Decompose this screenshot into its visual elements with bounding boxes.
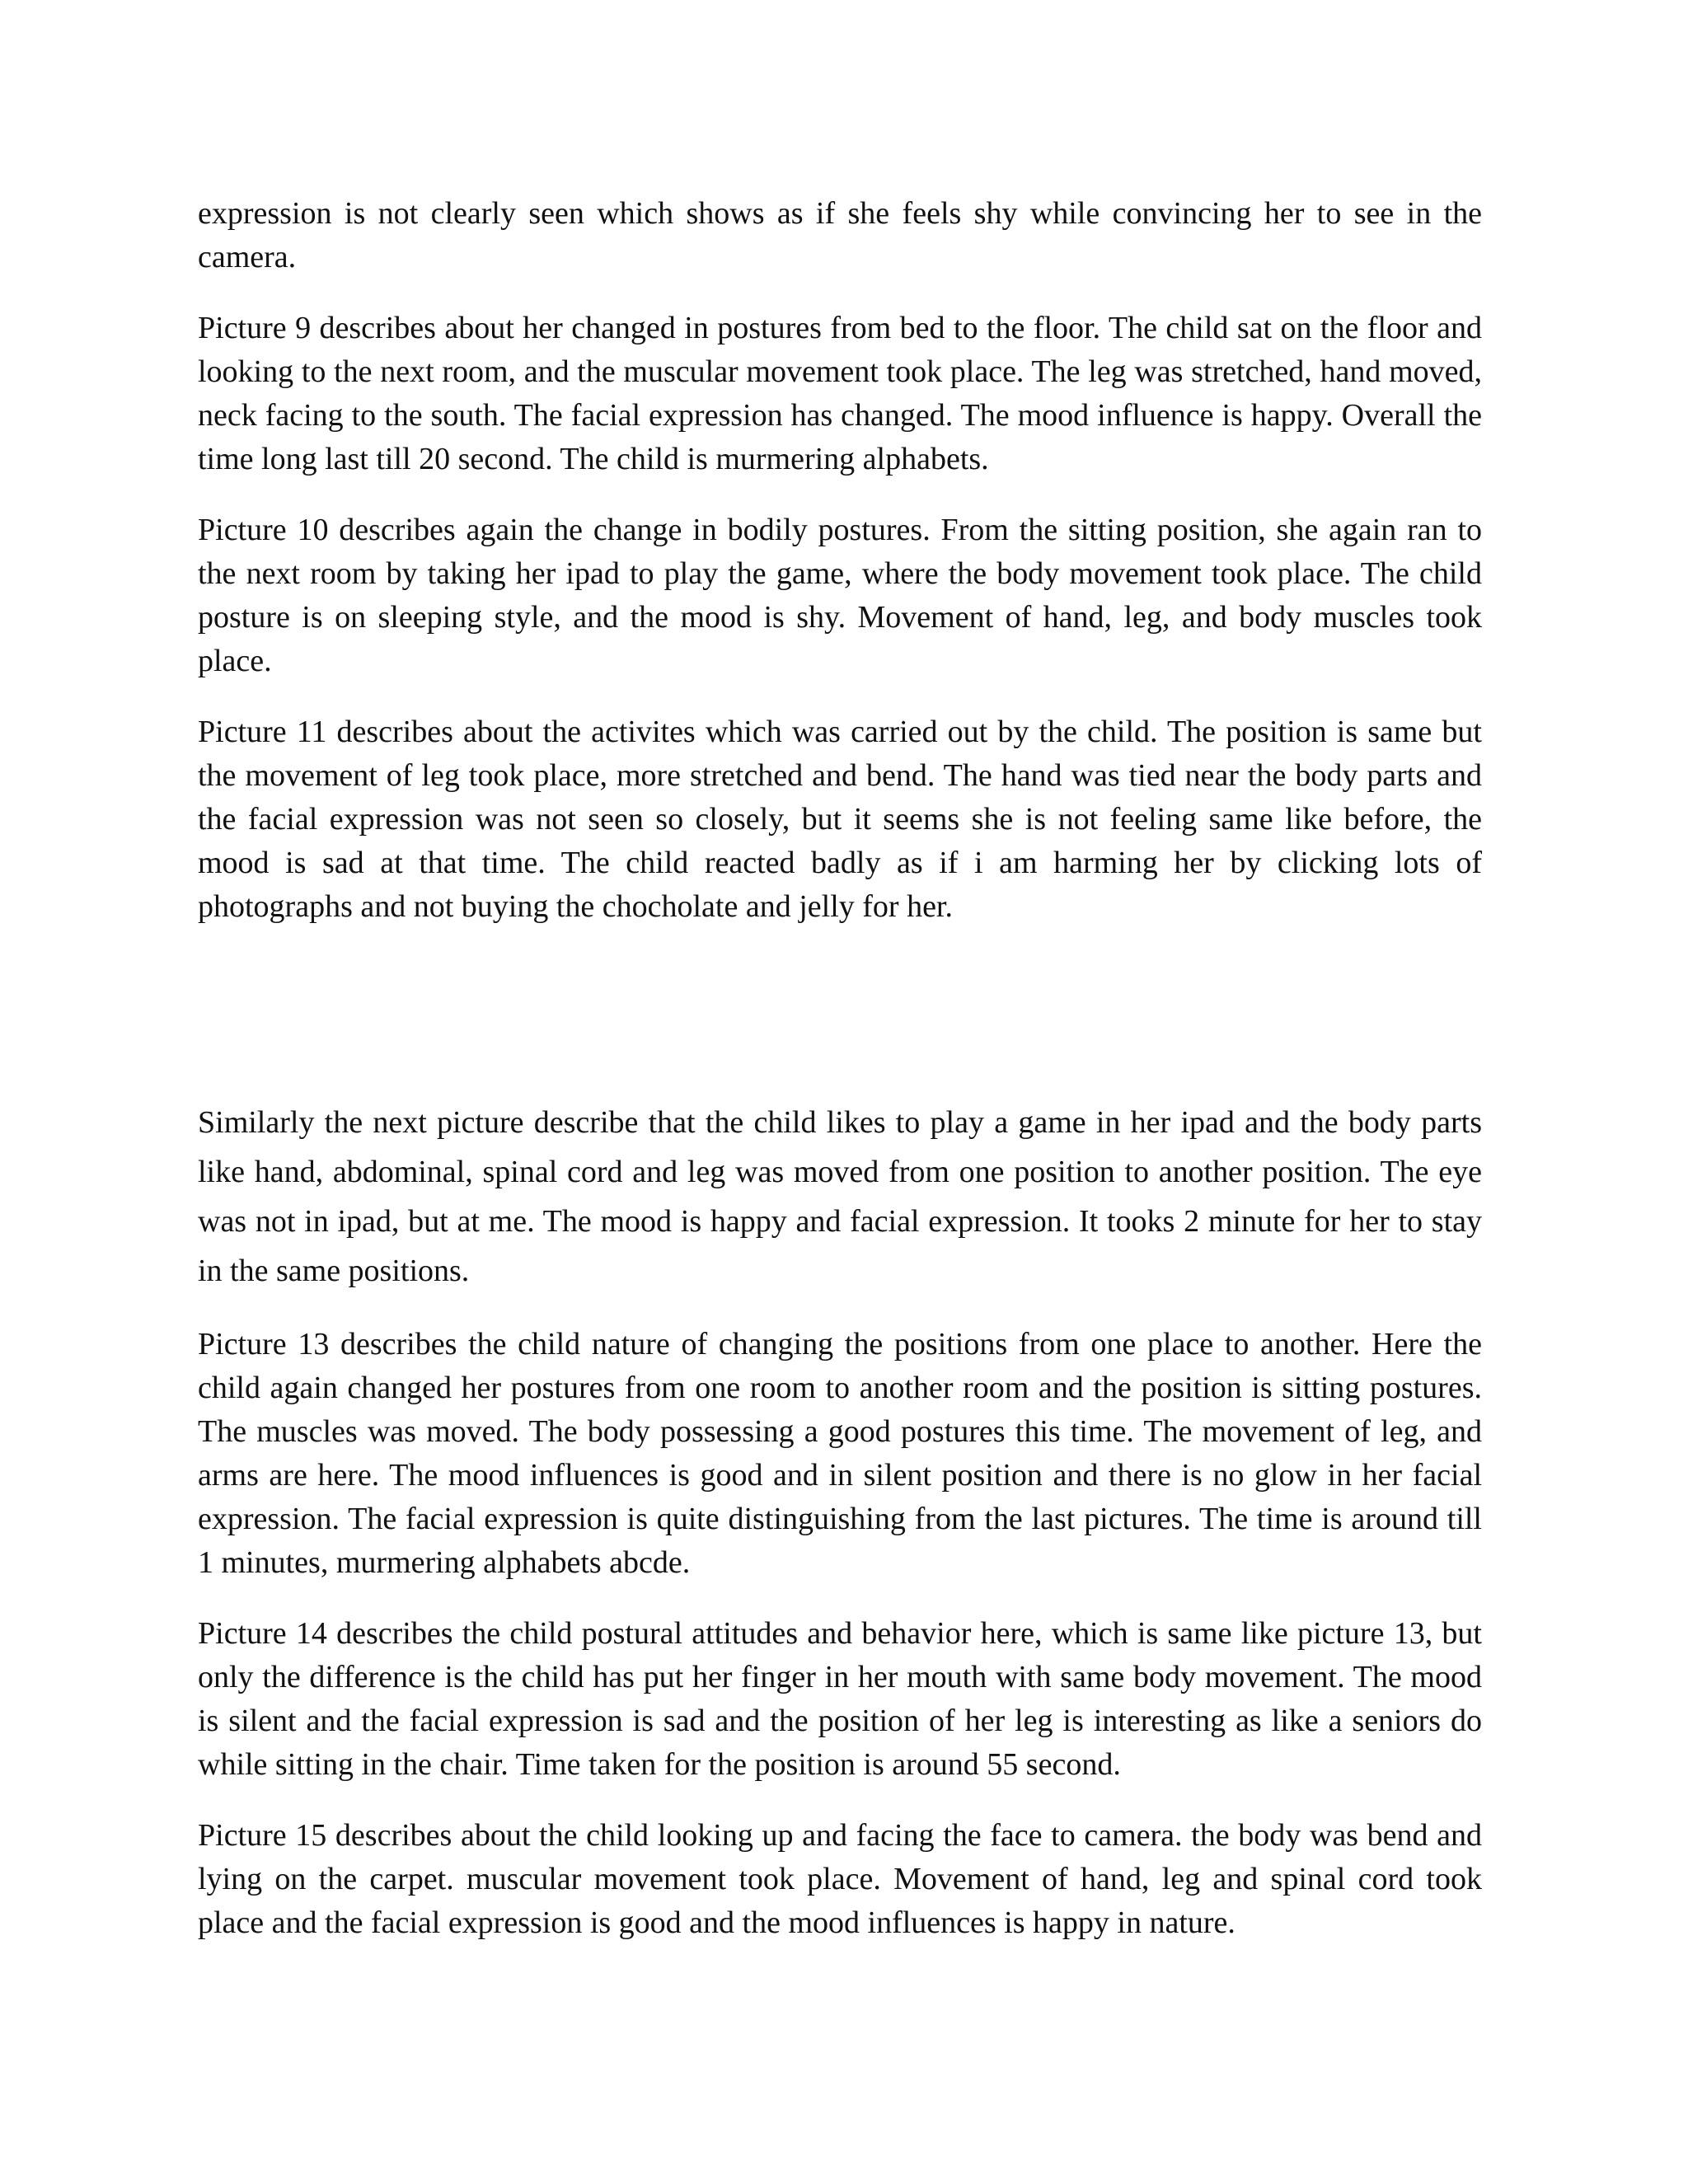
paragraph-picture-9: Picture 9 describes about her changed in postures from bed to the floor. The child sat on the floor and looking to the next room, and the muscular movement took place. The leg was stretched, hand moved, neck facing to the south. The facial expression has changed. The mood influence is happy. Overall the time long last till 20 second. The child is murmering alphabets.	[198, 311, 1482, 476]
paragraph-picture-14: Picture 14 describes the child postural attitudes and behavior here, which is same like picture 13, but only the difference is the child has put her finger in her mouth with same body movement. The mood is silent and the facial expression is sad and the position of her leg is interesting as like a seniors do while sitting in the chair. Time taken for the position is around 55 second.	[198, 1616, 1482, 1782]
paragraph-next-picture: Similarly the next picture describe that the child likes to play a game in her ipad and the body parts like hand, abdominal, spinal cord and leg was moved from one position to another position. The eye was not in ipad, but at me. The mood is happy and facial expression. It tooks 2 minute for her to stay in the same positions.	[198, 1105, 1482, 1288]
paragraph-picture-10: Picture 10 describes again the change in bodily postures. From the sitting position, she again ran to the next room by taking her ipad to play the game, where the body movement took place. The child posture is on sleeping style, and the mood is shy. Movement of hand, leg, and body muscles took place.	[198, 513, 1482, 678]
paragraph-picture-15: Picture 15 describes about the child looking up and facing the face to camera. the body was bend and lying on the carpet. muscular movement took place. Movement of hand, leg and spinal cord took place and the facial expression is good and the mood influences is happy in nature.	[198, 1818, 1482, 1940]
paragraph-picture-13: Picture 13 describes the child nature of changing the positions from one place to another. Here the child again changed her postures from one room to another room and the position is sitting postures. The muscles was moved. The body possessing a good postures this time. The movement of leg, and arms are here. The mood influences is good and in silent position and there is no glow in her facial expression. The facial expression is quite distinguishing from the last pictures. The time is around till 1 minutes, murmering alphabets abcde.	[198, 1327, 1482, 1580]
document-page	[198, 192, 1482, 1972]
blank-gap	[198, 956, 1482, 1098]
paragraph-expression-continued: expression is not clearly seen which shows as if she feels shy while convincing her to see in the camera.	[198, 196, 1482, 274]
paragraph-picture-11: Picture 11 describes about the activites which was carried out by the child. The position is same but the movement of leg took place, more stretched and bend. The hand was tied near the body parts and the facial expression was not seen so closely, but it seems she is not feeling same like before, the mood is sad at that time. The child reacted badly as if i am harming her by clicking lots of photographs and not buying the chocholate and jelly for her.	[198, 715, 1482, 924]
